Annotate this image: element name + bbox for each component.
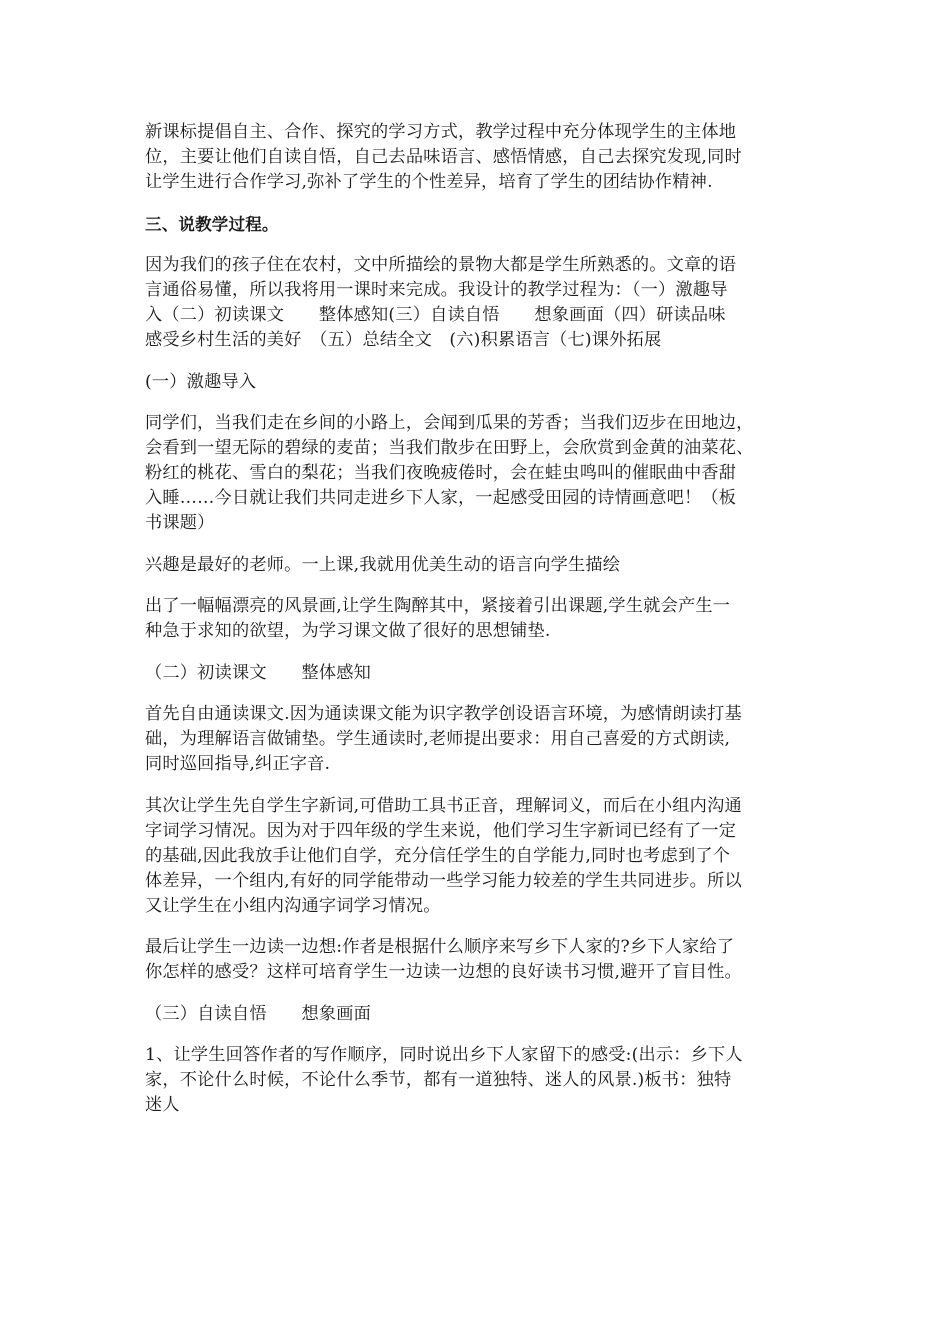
text-line: 兴趣是最好的老师。一上课,我就用优美生动的语言向学生描绘 [145, 554, 621, 575]
paragraph [145, 661, 810, 686]
text-line: 种急于求知的欲望，为学习课文做了很好的思想铺垫. [145, 621, 551, 641]
text-line: 又让学生在小组内沟通字词学习情况。 [145, 895, 441, 916]
text-line: 让学生进行合作学习,弥补了学生的个性差异，培育了学生的团结协作精神. [145, 172, 713, 192]
text-line: (一）激趣导入 [145, 371, 257, 392]
text-line: 新课标提倡自主、合作、探究的学习方式，教学过程中充分体现学生的主体地 [145, 122, 737, 142]
text-line: 家，不论什么时候，不论什么季节，都有一道独特、迷人的风景.)板书：独特 [145, 1070, 732, 1090]
document-page [145, 120, 810, 1135]
text-line: 粉红的桃花、雪白的梨花；当我们夜晚疲倦时，会在蛙虫鸣叫的催眠曲中香甜 [145, 463, 737, 483]
text-line: 同学们，当我们走在乡间的小路上，会闻到瓜果的芳香；当我们迈步在田地边， [145, 413, 754, 433]
text-line: 字词学习情况。因为对于四年级的学生来说，他们学习生字新词已经有了一定 [145, 820, 737, 841]
text-line: 入睡……今日就让我们共同走进乡下人家，一起感受田园的诗情画意吧！（板 [145, 488, 737, 508]
paragraph [145, 1043, 810, 1118]
text-line: 入（二）初读课文 整体感知(三）自读自悟 想象画面（四）研读品味 [145, 305, 726, 325]
text-line: 的基础,因此我放手让他们自学，充分信任学生的自学能力,同时也考虑到了个 [145, 845, 731, 866]
text-line: 三、说教学过程。 [145, 214, 279, 234]
paragraph [145, 120, 810, 195]
paragraph [145, 794, 810, 919]
paragraph [145, 411, 810, 536]
text-line: 其次让学生先自学生字新词,可借助工具书正音，理解词义，而后在小组内沟通 [145, 795, 742, 816]
paragraph [145, 553, 810, 578]
section-heading [145, 212, 810, 237]
paragraph [145, 594, 810, 644]
text-line: 最后让学生一边读一边想:作者是根据什么顺序来写乡下人家的?乡下人家给了 [145, 937, 735, 957]
text-line: 会看到一望无际的碧绿的麦苗；当我们散步在田野上，会欣赏到金黄的油菜花、 [145, 438, 754, 458]
text-line: （二）初读课文 整体感知 [145, 662, 372, 683]
text-line: 因为我们的孩子住在农村，文中所描绘的景物大都是学生所熟悉的。文章的语 [145, 255, 737, 275]
text-line: 础，为理解语言做铺垫。学生通读时,老师提出要求：用自己喜爱的方式朗读, [145, 729, 731, 749]
text-line: 你怎样的感受？这样可培育学生一边读一边想的良好读书习惯,避开了盲目性。 [145, 962, 742, 982]
paragraph [145, 1002, 810, 1027]
text-line: 首先自由通读课文.因为通读课文能为识字教学创设语言环境，为感情朗读打基 [145, 704, 742, 724]
text-line: 言通俗易懂，所以我将用一课时来完成。我设计的教学过程为：（一）激趣导 [145, 280, 728, 300]
text-line: 位，主要让他们自读自悟，自己去品味语言、感悟情感，自己去探究发现,同时 [145, 147, 742, 167]
text-line: 书课题） [145, 513, 215, 533]
paragraph [145, 370, 810, 395]
text-line: 1、让学生回答作者的写作顺序，同时说出乡下人家留下的感受:(出示：乡下人 [145, 1045, 743, 1065]
text-line: （三）自读自悟 想象画面 [145, 1003, 372, 1024]
paragraph [145, 702, 810, 777]
text-line: 体差异，一个组内,有好的同学能带动一些学习能力较差的学生共同进步。所以 [145, 870, 742, 891]
text-line: 出了一幅幅漂亮的风景画,让学生陶醉其中，紧接着引出课题,学生就会产生一 [145, 596, 731, 616]
paragraph [145, 253, 810, 353]
text-line: 迷人 [145, 1095, 180, 1115]
text-line: 同时巡回指导,纠正字音. [145, 754, 331, 774]
text-line: 感受乡村生活的美好 （五）总结全文 (六)积累语言（七)课外拓展 [145, 330, 662, 350]
paragraph [145, 935, 810, 985]
